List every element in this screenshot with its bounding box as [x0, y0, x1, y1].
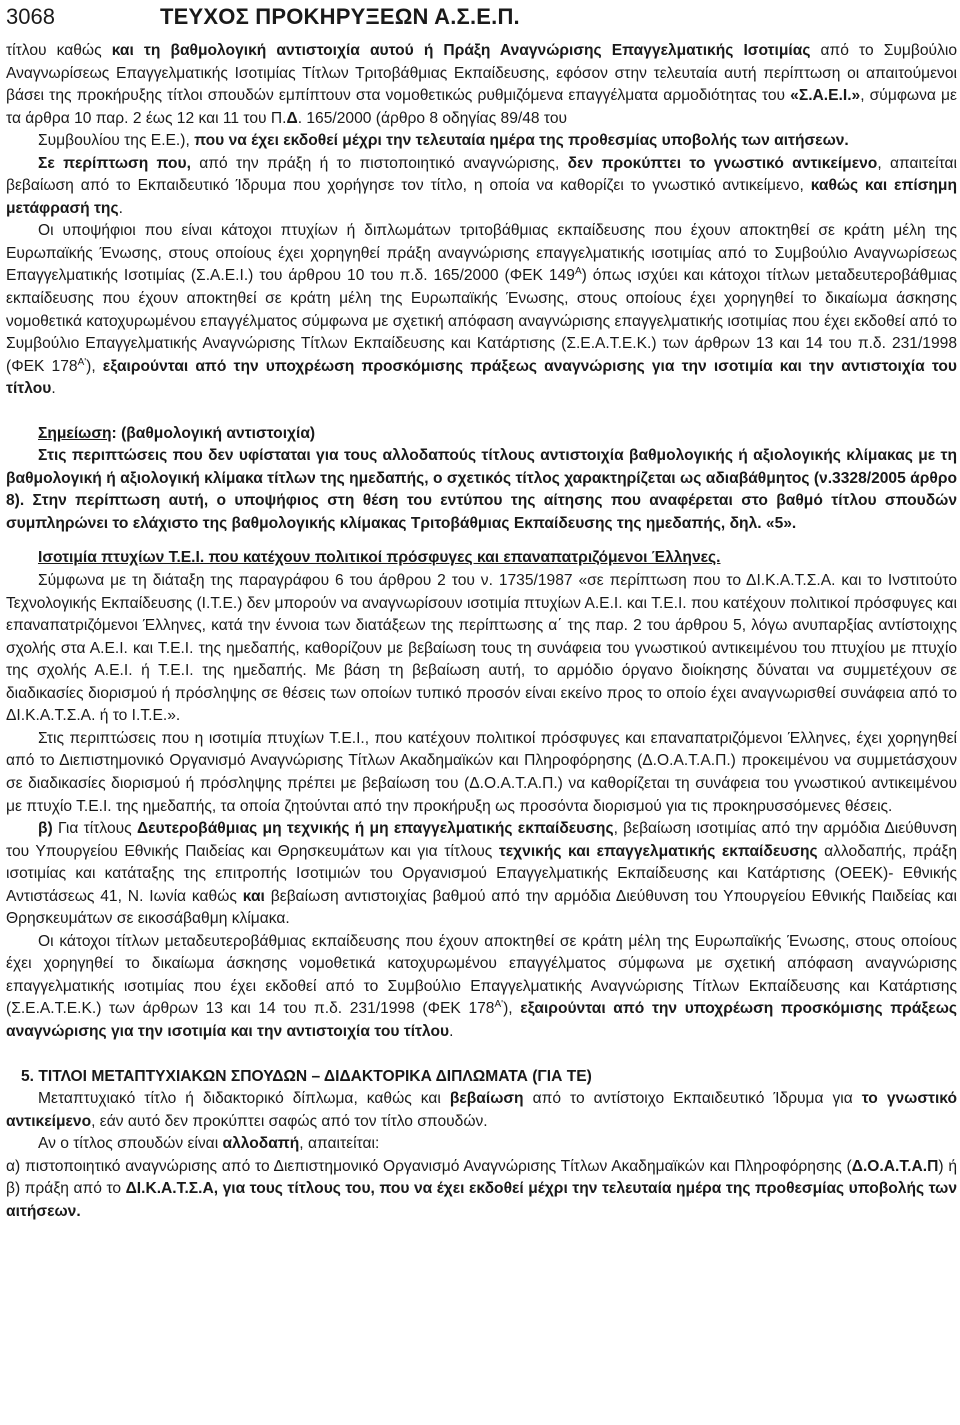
paragraph-postgraduate [6, 1088, 957, 1133]
page-number: 3068 [6, 4, 55, 29]
note-label: Σημείωση [38, 424, 112, 442]
bold-span: Δευτεροβάθμιας μη τεχνικής ή μη επαγγελματικής εκπαίδευσης [136, 820, 614, 838]
text-span: Για τίτλους [52, 820, 137, 838]
text-span: από το αντίστοιχο Εκπαιδευτικό Ίδρυμα για [523, 1090, 862, 1108]
text-span: , απαιτείται βεβαίωση από το Εκπαιδευτικό Ίδρυμα που χορήγησε τον τίτλο, η οποία να καθορίζει το γνωστικό αντικείμενο, [6, 154, 957, 195]
bold-span: αλλοδαπή [222, 1135, 300, 1153]
section-heading: 5. ΤΙΤΛΟΙ ΜΕΤΑΠΤΥΧΙΑΚΩΝ ΣΠΟΥΔΩΝ – ΔΙΔΑΚΤΟΡΙΚΑ ΔΙΠΛΩΜΑΤΑ (ΓΙΑ ΤΕ) [21, 1067, 592, 1085]
superscript: Α' [77, 356, 87, 368]
text-span: ) όπως ισχύει και κάτοχοι τίτλων μεταδευτεροβάθμιας εκπαίδευσης που έχουν αποκτηθεί σε κράτη μέλη της Ευρωπαϊκής Ένωσης, στους οποίους έχει χορηγηθεί το δικαίωμα άσκησης νομοθετικά κατοχυρωμένου επαγγέλματος σύμφωνα με σχετική απόφαση αναγνώρισης επαγγελματικής ισοτιμίας που έχει εκδοθεί από το Συμβούλιο Επαγγελματικής Αναγνώρισης Τίτλων Εκπαίδευσης και Κατάρτισης (Σ.Ε.Α.Τ.Ε.Κ.) των άρθρων 13 και 14 του π.δ. 231/1998 (ΦΕΚ 178 [6, 267, 957, 375]
text-span: . [449, 1022, 454, 1040]
paragraph-equivalence-doatap [6, 728, 957, 818]
bold-span: «Σ.Α.Ε.Ι.» [790, 87, 861, 105]
bold-span: Στις περιπτώσεις που δεν υφίσταται για τους αλλοδαπούς τίτλους αντιστοιχία βαθμολογικής ή αξιολογικής κλίμακας με τη βαθμολογική ή αξιολογική κλίμακα τίτλων της ημεδαπής, ο σχετικός τίτλος χαρακτηρίζεται ως αδιαβάθμητος (ν.3328/2005 άρθρο 8). Στην περίπτωση αυτή, ο υποψήφιος στη θέση του εντύπου της αίτησης που αναφέρεται στο βαθμό τίτλου σπουδών συμπληρώνει το ελάχιστο της βαθμολογικής κλίμακας Τριτοβάθμιας Εκπαίδευσης της ημεδαπής, δηλ. «5». [6, 447, 957, 532]
bold-span: Δ.Ο.Α.Τ.Α.Π [851, 1157, 939, 1175]
text-span: Στις περιπτώσεις που η ισοτιμία πτυχίων Τ.Ε.Ι., που κατέχουν πολιτικοί πρόσφυγες και επαναπατριζόμενοι Έλληνες, έχει χορηγηθεί από το Διεπιστημονικό Οργανισμό Αναγνώρισης Τίτλων Ακαδημαϊκών και Πληροφόρησης (Δ.Ο.Α.Τ.Α.Π.) προκειμένου να συμμετάσχουν σε διαδικασίες διορισμού ή πρόσληψης πρέπει με βεβαίωση του (Δ.Ο.Α.Τ.Α.Π.) να καθορίζεται τη συνάφεια του γνωστικού αντικειμένου με πτυχίο Τ.Ε.Ι. της ημεδαπής, τα οποία ζητούνται από την προκήρυξη ως προσόντα διορισμού για τις προκηρυσσόμενες θέσεις. [6, 729, 957, 815]
superscript: Α' [494, 999, 504, 1011]
text-span: Μεταπτυχιακό τίτλο ή διδακτορικό δίπλωμα, καθώς και [38, 1090, 450, 1108]
bold-span: το γνωστικό αντικείμενο [6, 1090, 958, 1130]
bold-span: εξαιρούνται από την υποχρέωση προσκόμισης πράξεως αναγνώρισης για την ισοτιμία και την αντιστοιχία του τίτλου [6, 357, 957, 398]
issue-title: ΤΕΥΧΟΣ ΠΡΟΚΗΡΥΞΕΩΝ Α.Σ.Ε.Π. [160, 4, 520, 29]
paragraph-council [6, 130, 957, 153]
text-span: από το Συμβούλιο Αναγνωρίσεως Επαγγελματικής Ισοτιμίας Τίτλων Τριτοβάθμιας Εκπαίδευσης, εφόσον στην τελευταία αυτή περίπτωση οι απαιτούμενοι βάσει της προκήρυξης τίτλοι σπουδών εμπίπτουν στα νομοθετικώς ρυθμιζόμενα επαγγέλματα αρμοδιότητας του [6, 42, 958, 105]
paragraph-subject-certificate [6, 153, 957, 221]
page-header [6, 2, 956, 34]
text-span: αλλοδαπής, πράξη ισοτιμίας και κατάταξης της επιτροπής Ισοτιμιών του Οργανισμού Επαγγελματικής Εκπαίδευσης και Κατάρτισης (ΟΕΕΚ)- Εθνικής Αντιστάσεως 41, Ν. Ιωνία καθώς [6, 842, 958, 905]
bold-span: Δ [286, 109, 298, 127]
paragraph-ungraded [6, 445, 957, 535]
text-span: Οι κάτοχοι τίτλων μεταδευτεροβάθμιας εκπαίδευσης που έχουν αποκτηθεί σε κράτη μέλη της Ευρωπαϊκής Ένωσης, στους οποίους έχει χορηγηθεί το δικαίωμα άσκησης νομοθετικά κατοχυρωμένου επαγγέλματος σύμφωνα με σχετική απόφαση αναγνώρισης επαγγελματικής ισοτιμίας που έχει εκδοθεί από το Συμβούλιο Επαγγελματικής Αναγνώρισης Τίτλων Εκπαίδευσης και Κατάρτισης (Σ.Ε.Α.Τ.Ε.Κ.) των άρθρων 13 και 14 του π.δ. 231/1998 (ΦΕΚ 178 [6, 932, 957, 1018]
text-span: Συμβουλίου της Ε.Ε.), [38, 132, 195, 150]
paragraph-eu-holders [6, 220, 957, 400]
paragraph-recognition-options [6, 1156, 957, 1224]
text-span: . [118, 199, 123, 217]
paragraph-equivalence-law [6, 570, 957, 728]
text-span: Αν ο τίτλος σπουδών είναι [38, 1135, 223, 1153]
text-span: Οι υποψήφιοι που είναι κάτοχοι πτυχίων ή διπλωμάτων τριτοβάθμιας εκπαίδευσης που έχουν αποκτηθεί σε κράτη μέλη της Ευρωπαϊκής Ένωσης, στους οποίους έχει χορηγηθεί πράξη αναγνώρισης επαγγελματικής ισοτιμίας από το Συμβούλιο Αναγνωρίσεως Επαγγελματικής Ισοτιμίας (Σ.Α.Ε.Ι.) του άρθρου 10 του π.δ. 165/2000 (ΦΕΚ 149 [6, 222, 957, 285]
bold-span: τεχνικής και επαγγελματικής εκπαίδευσης [498, 842, 818, 860]
bold-span: που να έχει εκδοθεί μέχρι την τελευταία ημέρα της προθεσμίας υποβολής των αιτήσεων. [194, 132, 849, 150]
text-span: από την πράξη ή το πιστοποιητικό αναγνώρισης, [190, 154, 568, 172]
spacer [6, 1044, 957, 1066]
note-heading [6, 423, 957, 446]
bold-span: εξαιρούνται από την υποχρέωση προσκόμισης πράξεως αναγνώρισης για την ισοτιμία και την αντιστοιχία του τίτλου [6, 1000, 957, 1040]
text-span: α) πιστοποιητικό αναγνώρισης από το Διεπιστημονικό Οργανισμό Αναγνώρισης Τίτλων Ακαδημαϊκών και Πληροφόρησης ( [6, 1157, 852, 1175]
text-span: ), [503, 1000, 521, 1018]
paragraph-foreign-title [6, 1133, 957, 1156]
note-title: (βαθμολογική αντιστοιχία) [121, 424, 316, 442]
paragraph-post-secondary-holders [6, 931, 957, 1044]
bold-span: καθώς και επίσημη μετάφρασή της [6, 177, 957, 217]
spacer [6, 535, 957, 547]
text-span: Σύμφωνα με τη διάταξη της παραγράφου 6 του άρθρου 2 του ν. 1735/1987 «σε περίπτωση που το ΔΙ.Κ.Α.Τ.Σ.Α. και το Ινστιτούτο Τεχνολογικής Εκπαίδευσης (Ι.Τ.Ε.) δεν μπορούν να αναγνωρίσουν ισοτιμία πτυχίων Α.Ε.Ι. και Τ.Ε.Ι. που κατέχουν πολιτικοί πρόσφυγες και επαναπατριζόμενοι Έλληνες, κατά την έννοια των διατάξεων της περίπτωσης α΄ της παρ. 2 του άρθρου 5, λόγω ανυπαρξίας αντίστοιχης σχολής στα Α.Ε.Ι. και Τ.Ε.Ι. της ημεδαπής, καθορίζουν με βεβαίωση τους τη συνάφεια του γνωστικού αντικειμένου του πτυχίου με πτυχίο της σχολής Α.Ε.Ι. ή Τ.Ε.Ι. της ημεδαπής. Με βάση τη βεβαίωση αυτή, το αρμόδιο όργανο διοίκησης δύναται να συμμετέχουν σε διαδικασίες διορισμού ή πρόσληψης σε θέσεις των οποίων τυπικό προσόν είναι εκείνο προς το οποίο έχει αναγνωρισθεί συνάφεια από το ΔΙ.Κ.Α.Τ.Σ.Α. ή το Ι.Τ.Ε.». [6, 572, 957, 725]
text-span: βεβαίωση αντιστοιχίας βαθμού από την αρμόδια Διεύθυνση του Υπουργείου Εθνικής Παιδείας και Θρησκευμάτων σε εικοσάβαθμη κλίμακα. [6, 887, 957, 928]
bold-span: ΔΙ.Κ.Α.Τ.Σ.Α, για τους τίτλους του, που να έχει εκδοθεί μέχρι την τελευταία ημέρα της προθεσμίας υποβολής των αιτήσεων. [6, 1180, 957, 1220]
bold-span: βεβαίωση [449, 1090, 524, 1108]
text-span: . 165/2000 (άρθρο 8 οδηγίας 89/48 του [297, 109, 568, 127]
text-span: , εάν αυτό δεν προκύπτει σαφώς από τον τίτλο σπουδών. [91, 1112, 488, 1130]
bold-span: δεν προκύπτει το γνωστικό αντικείμενο [567, 154, 878, 172]
text-span: . [51, 380, 56, 398]
text-span: , βεβαίωση ισοτιμίας από την αρμόδια Διεύθυνση του Υπουργείου Εθνικής Παιδείας και Θρησκευμάτων και για τίτλους [6, 820, 957, 860]
text-span: ) ή β) πράξη από το [6, 1157, 957, 1198]
superscript: Α [574, 266, 582, 278]
bold-span: : [111, 424, 122, 442]
text-span: ), [86, 357, 103, 375]
bold-span: και [242, 887, 265, 905]
section-5-title [6, 1066, 957, 1089]
text-span: τίτλου καθώς [6, 42, 112, 59]
text-span: , σύμφωνα με τα άρθρα 10 παρ. 2 έως 12 και 11 του Π. [6, 87, 957, 127]
bold-span: και τη βαθμολογική αντιστοιχία αυτού ή Πράξη Αναγνώρισης Επαγγελματικής Ισοτιμίας [111, 42, 811, 59]
section-heading: Ισοτιμία πτυχίων Τ.Ε.Ι. που κατέχουν πολιτικοί πρόσφυγες και επαναπατριζόμενοι Έλληνες. [38, 549, 721, 567]
bold-span: Σε περίπτωση που, [38, 154, 191, 172]
text-span: , απαιτείται: [299, 1135, 380, 1153]
paragraph-secondary-titles [6, 818, 957, 931]
document-body [6, 40, 957, 1223]
list-marker: β) [38, 820, 53, 838]
spacer [6, 401, 957, 423]
paragraph-title-recognition [6, 40, 957, 130]
equivalence-heading [6, 547, 957, 570]
